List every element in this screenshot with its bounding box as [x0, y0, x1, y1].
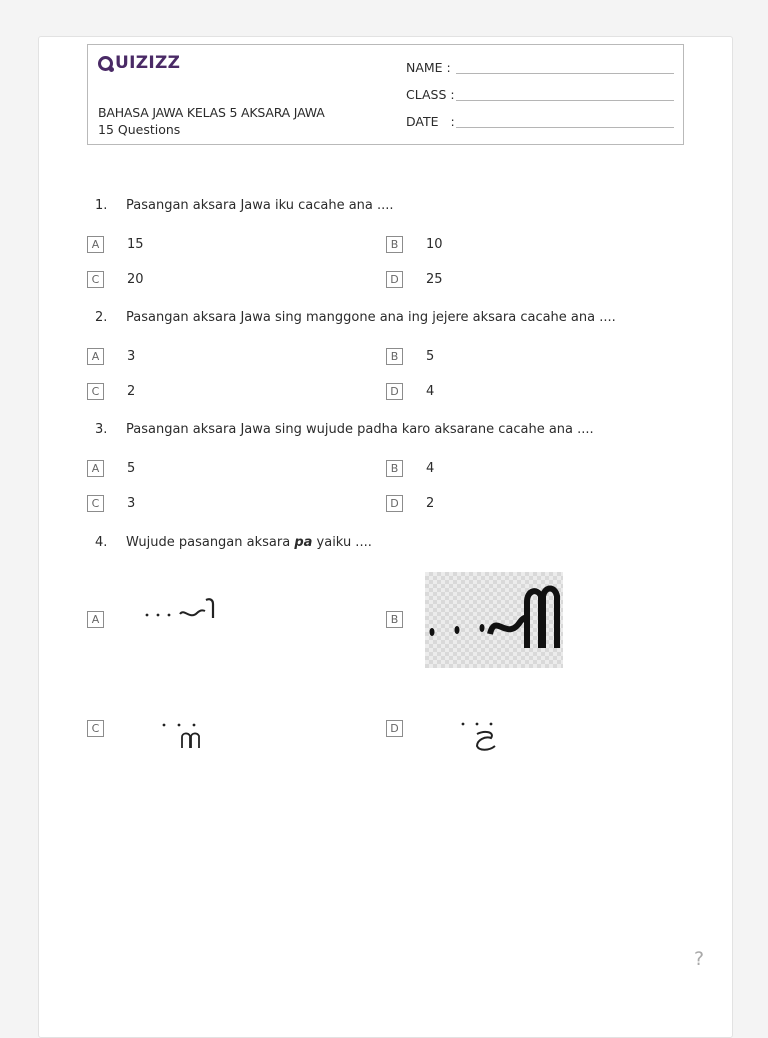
option-letter-box: B [386, 348, 403, 365]
class-line [456, 100, 674, 101]
javanese-glyph-c-image [158, 718, 202, 752]
date-label: DATE : [406, 114, 455, 129]
date-line [456, 127, 674, 128]
option-value: 2 [127, 384, 136, 399]
date-field [406, 114, 455, 129]
question-text: Pasangan aksara Jawa iku cacahe ana .... [126, 198, 394, 213]
class-field [406, 87, 455, 102]
option-letter-box: D [386, 495, 403, 512]
option-letter-box: C [87, 720, 104, 737]
option-letter-box: B [386, 236, 403, 253]
option-value: 15 [127, 237, 144, 252]
question-text: Pasangan aksara Jawa sing wujude padha karo aksarane cacahe ana .... [126, 422, 594, 437]
option-value: 25 [426, 272, 443, 287]
class-label: CLASS : [406, 87, 455, 102]
question-text [126, 535, 372, 550]
logo-q-mark [98, 56, 113, 71]
option-value: 4 [426, 384, 435, 399]
javanese-glyph-d-image [455, 718, 505, 754]
option-value: 4 [426, 461, 435, 476]
option-value: 5 [127, 461, 136, 476]
option-value: 20 [127, 272, 144, 287]
question-count: 15 Questions [98, 122, 181, 137]
logo-text: UIZIZZ [115, 53, 181, 73]
option-letter-box: D [386, 271, 403, 288]
worksheet-header [87, 44, 684, 145]
quizizz-logo [98, 53, 180, 73]
option-letter-box: A [87, 611, 104, 628]
javanese-glyph-b-image [425, 572, 563, 668]
worksheet-subject: BAHASA JAWA KELAS 5 AKSARA JAWA [98, 105, 325, 120]
javanese-glyph-a-image [140, 592, 222, 626]
option-value: 3 [127, 349, 136, 364]
option-letter-box: A [87, 236, 104, 253]
option-value: 3 [127, 496, 136, 511]
question-number: 3. [95, 422, 108, 437]
option-letter-box: C [87, 383, 104, 400]
option-value: 5 [426, 349, 435, 364]
name-label: NAME : [406, 60, 451, 75]
option-letter-box: B [386, 611, 403, 628]
option-letter-box: C [87, 271, 104, 288]
question-text-emphasis: pa [294, 535, 313, 550]
help-icon[interactable]: ? [694, 948, 705, 970]
option-letter-box: D [386, 720, 403, 737]
option-letter-box: C [87, 495, 104, 512]
option-value: 2 [426, 496, 435, 511]
name-line [456, 73, 674, 74]
name-field [406, 60, 451, 75]
option-letter-box: A [87, 348, 104, 365]
question-text-after: yaiku .... [312, 535, 372, 550]
question-number: 4. [95, 535, 108, 550]
option-letter-box: D [386, 383, 403, 400]
question-text: Pasangan aksara Jawa sing manggone ana ing jejere aksara cacahe ana .... [126, 310, 616, 325]
option-letter-box: B [386, 460, 403, 477]
question-text-before: Wujude pasangan aksara [126, 535, 295, 550]
question-number: 1. [95, 198, 108, 213]
option-letter-box: A [87, 460, 104, 477]
option-value: 10 [426, 237, 443, 252]
question-number: 2. [95, 310, 108, 325]
